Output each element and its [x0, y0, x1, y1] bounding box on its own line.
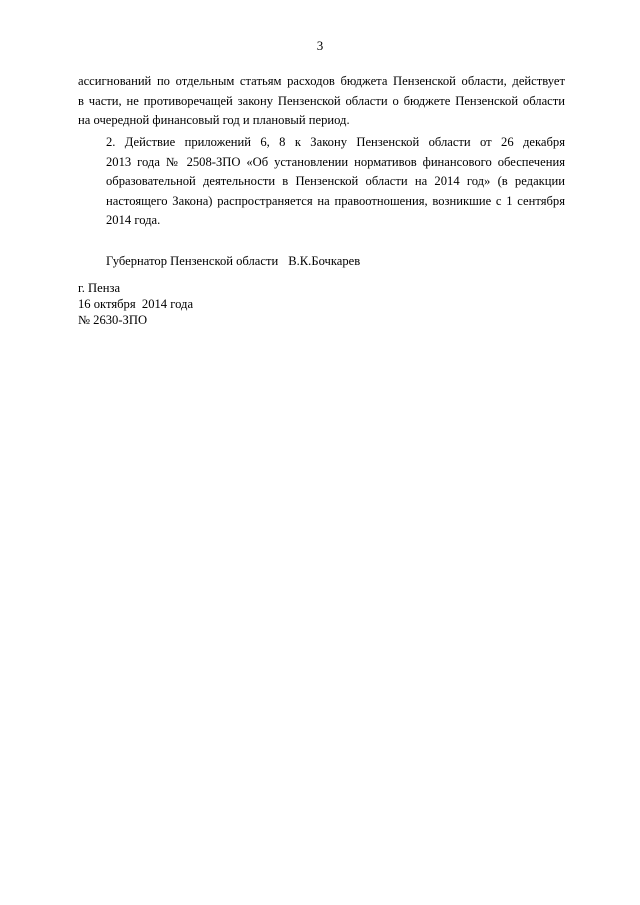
footer-city: г. Пенза [78, 281, 121, 295]
paragraph-1-line: в части, не противоречащей закону Пензенской области о бюджете Пензенской области [78, 93, 565, 108]
paragraph-2-line: образовательной деятельности в Пензенской области на 2014 год» (в редакции [106, 174, 565, 188]
signature-title: Губернатор Пензенской области [106, 254, 279, 268]
paragraph-2-line: 2013 года № 2508-ЗПО «Об установлении нормативов финансового обеспечения [106, 154, 565, 169]
paragraph-2-line: 2014 года. [106, 213, 161, 227]
paragraph-2-line: настоящего Закона) распространяется на правоотношения, возникшие с 1 сентября [106, 193, 565, 208]
footer-law-number: № 2630-ЗПО [78, 313, 148, 327]
page-number: 3 [316, 38, 324, 53]
paragraph-2-line: 2. Действие приложений 6, 8 к Закону Пензенской области от 26 декабря [106, 135, 565, 149]
paragraph-1-line: ассигнований по отдельным статьям расходов бюджета Пензенской области, действует [78, 74, 565, 88]
signature-name: В.К.Бочкарев [288, 254, 361, 268]
paragraph-2 [78, 133, 565, 231]
paragraph-1-line: на очередной финансовый год и плановый период. [78, 113, 350, 127]
signature-block [106, 253, 360, 269]
footer-date: 16 октября 2014 года [78, 297, 194, 311]
paragraph-1 [78, 72, 565, 131]
footer-block [78, 280, 193, 328]
